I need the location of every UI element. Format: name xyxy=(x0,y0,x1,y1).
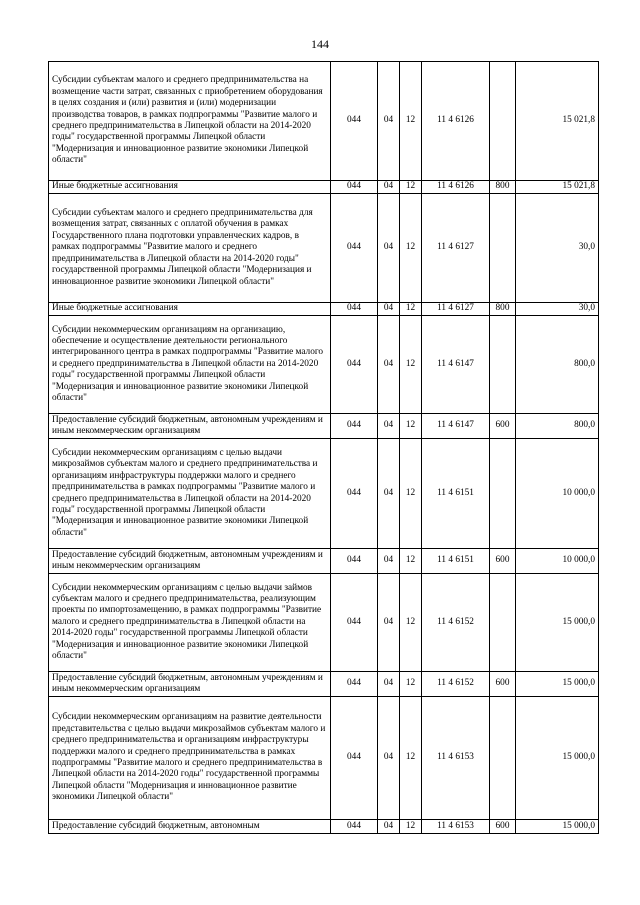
row-target: 11 4 6127 xyxy=(422,303,490,316)
row-exp-type xyxy=(490,316,516,414)
row-exp-type xyxy=(490,574,516,672)
row-target: 11 4 6147 xyxy=(422,316,490,414)
row-ministry: 044 xyxy=(331,62,378,181)
row-exp-type: 600 xyxy=(490,672,516,697)
page-number: 144 xyxy=(311,37,329,51)
row-section: 04 xyxy=(378,549,400,574)
row-exp-type xyxy=(490,697,516,820)
row-target: 11 4 6151 xyxy=(422,549,490,574)
table-row xyxy=(49,194,599,303)
table-row xyxy=(49,303,599,316)
row-name: Субсидии субъектам малого и среднего предпринимательства для возмещения затрат, связанных с оплатой обучения в рамках Государственного плана подготовки управленческих кадров, в рамках подпрограммы "Развитие малого и среднего предпринимательства в Липецкой области на 2014-2020 годы" государственной программы Липецкой области "Модернизация и инновационное развитие экономики Липецкой области" xyxy=(49,194,331,303)
table-row xyxy=(49,574,599,672)
row-ministry: 044 xyxy=(331,820,378,834)
row-amount: 15 021,8 xyxy=(516,62,599,181)
row-subsection: 12 xyxy=(400,672,422,697)
row-amount: 15 000,0 xyxy=(516,820,599,834)
row-subsection: 12 xyxy=(400,549,422,574)
row-target: 11 4 6127 xyxy=(422,194,490,303)
row-subsection: 12 xyxy=(400,62,422,181)
row-exp-type: 800 xyxy=(490,303,516,316)
table-row xyxy=(49,439,599,549)
row-exp-type: 600 xyxy=(490,820,516,834)
row-subsection: 12 xyxy=(400,316,422,414)
budget-table xyxy=(48,61,599,834)
row-name: Субсидии некоммерческим организациям на развитие деятельности представительства с целью выдачи микрозаймов субъектам малого и среднего предпринимательства и организациям инфраструктуры поддержки малого и среднего предпринимательства в рамках подпрограммы "Развитие малого и среднего предпринимательства в Липецкой области на 2014-2020 годы" государственной программы Липецкой области "Модернизация и инновационное развитие экономики Липецкой области" xyxy=(49,697,331,820)
row-exp-type: 600 xyxy=(490,414,516,439)
row-ministry: 044 xyxy=(331,439,378,549)
row-amount: 15 000,0 xyxy=(516,672,599,697)
row-amount: 30,0 xyxy=(516,303,599,316)
row-name: Предоставление субсидий бюджетным, автономным учреждениям и иным некоммерческим организациям xyxy=(49,414,331,439)
row-section: 04 xyxy=(378,414,400,439)
row-section: 04 xyxy=(378,62,400,181)
table-row xyxy=(49,62,599,181)
row-target: 11 4 6151 xyxy=(422,439,490,549)
row-subsection: 12 xyxy=(400,303,422,316)
row-section: 04 xyxy=(378,181,400,194)
row-target: 11 4 6153 xyxy=(422,697,490,820)
row-name: Предоставление субсидий бюджетным, автономным xyxy=(49,820,331,834)
row-amount: 800,0 xyxy=(516,414,599,439)
row-name: Субсидии субъектам малого и среднего предпринимательства на возмещение части затрат, связанных с приобретением оборудования в целях создания и (или) развития и (или) модернизации производства товаров, в рамках подпрограммы "Развитие малого и среднего предпринимательства в Липецкой области на 2014-2020 годы" государственной программы Липецкой области "Модернизация и инновационное развитие экономики Липецкой области" xyxy=(49,62,331,181)
row-name: Субсидии некоммерческим организациям на организацию, обеспечение и осуществление деятельности регионального интегрированного центра в рамках подпрограммы "Развитие малого и среднего предпринимательства в Липецкой области на 2014-2020 годы" государственной программы Липецкой области "Модернизация и инновационное развитие экономики Липецкой области" xyxy=(49,316,331,414)
row-subsection: 12 xyxy=(400,697,422,820)
row-exp-type: 800 xyxy=(490,181,516,194)
row-ministry: 044 xyxy=(331,672,378,697)
row-exp-type: 600 xyxy=(490,549,516,574)
row-subsection: 12 xyxy=(400,574,422,672)
row-amount: 15 000,0 xyxy=(516,574,599,672)
table-row xyxy=(49,672,599,697)
row-exp-type xyxy=(490,62,516,181)
row-section: 04 xyxy=(378,439,400,549)
table-row xyxy=(49,316,599,414)
table-row xyxy=(49,820,599,834)
row-section: 04 xyxy=(378,194,400,303)
row-ministry: 044 xyxy=(331,303,378,316)
row-target: 11 4 6126 xyxy=(422,62,490,181)
row-target: 11 4 6152 xyxy=(422,672,490,697)
row-ministry: 044 xyxy=(331,316,378,414)
row-subsection: 12 xyxy=(400,181,422,194)
row-target: 11 4 6126 xyxy=(422,181,490,194)
row-name: Иные бюджетные ассигнования xyxy=(49,181,331,194)
row-subsection: 12 xyxy=(400,820,422,834)
budget-table-body xyxy=(49,62,599,834)
table-row xyxy=(49,181,599,194)
row-ministry: 044 xyxy=(331,574,378,672)
row-name: Субсидии некоммерческим организациям с целью выдачи займов субъектам малого и среднего предпринимательства, реализующим проекты по импортозамещению, в рамках подпрограммы "Развитие малого и среднего предпринимательства в Липецкой области на 2014-2020 годы" государственной программы Липецкой области "Модернизация и инновационное развитие экономики Липецкой области" xyxy=(49,574,331,672)
row-name: Предоставление субсидий бюджетным, автономным учреждениям и иным некоммерческим организациям xyxy=(49,672,331,697)
row-section: 04 xyxy=(378,574,400,672)
row-amount: 15 000,0 xyxy=(516,697,599,820)
row-target: 11 4 6147 xyxy=(422,414,490,439)
row-subsection: 12 xyxy=(400,414,422,439)
table-row xyxy=(49,549,599,574)
row-section: 04 xyxy=(378,303,400,316)
row-subsection: 12 xyxy=(400,439,422,549)
row-name: Иные бюджетные ассигнования xyxy=(49,303,331,316)
row-subsection: 12 xyxy=(400,194,422,303)
table-row xyxy=(49,697,599,820)
row-target: 11 4 6152 xyxy=(422,574,490,672)
row-ministry: 044 xyxy=(331,181,378,194)
table-row xyxy=(49,414,599,439)
row-section: 04 xyxy=(378,672,400,697)
row-amount: 10 000,0 xyxy=(516,439,599,549)
row-ministry: 044 xyxy=(331,194,378,303)
row-ministry: 044 xyxy=(331,549,378,574)
row-ministry: 044 xyxy=(331,414,378,439)
row-ministry: 044 xyxy=(331,697,378,820)
row-amount: 15 021,8 xyxy=(516,181,599,194)
row-amount: 800,0 xyxy=(516,316,599,414)
row-section: 04 xyxy=(378,697,400,820)
row-target: 11 4 6153 xyxy=(422,820,490,834)
row-section: 04 xyxy=(378,820,400,834)
row-name: Субсидии некоммерческим организациям с целью выдачи микрозаймов субъектам малого и среднего предпринимательства и организациям инфраструктуры поддержки малого и среднего предпринимательства в рамках подпрограммы "Развитие малого и среднего предпринимательства в Липецкой области на 2014-2020 годы" государственной программы Липецкой области "Модернизация и инновационное развитие экономики Липецкой области" xyxy=(49,439,331,549)
row-exp-type xyxy=(490,194,516,303)
row-amount: 30,0 xyxy=(516,194,599,303)
row-amount: 10 000,0 xyxy=(516,549,599,574)
row-exp-type xyxy=(490,439,516,549)
row-section: 04 xyxy=(378,316,400,414)
row-name: Предоставление субсидий бюджетным, автономным учреждениям и иным некоммерческим организациям xyxy=(49,549,331,574)
